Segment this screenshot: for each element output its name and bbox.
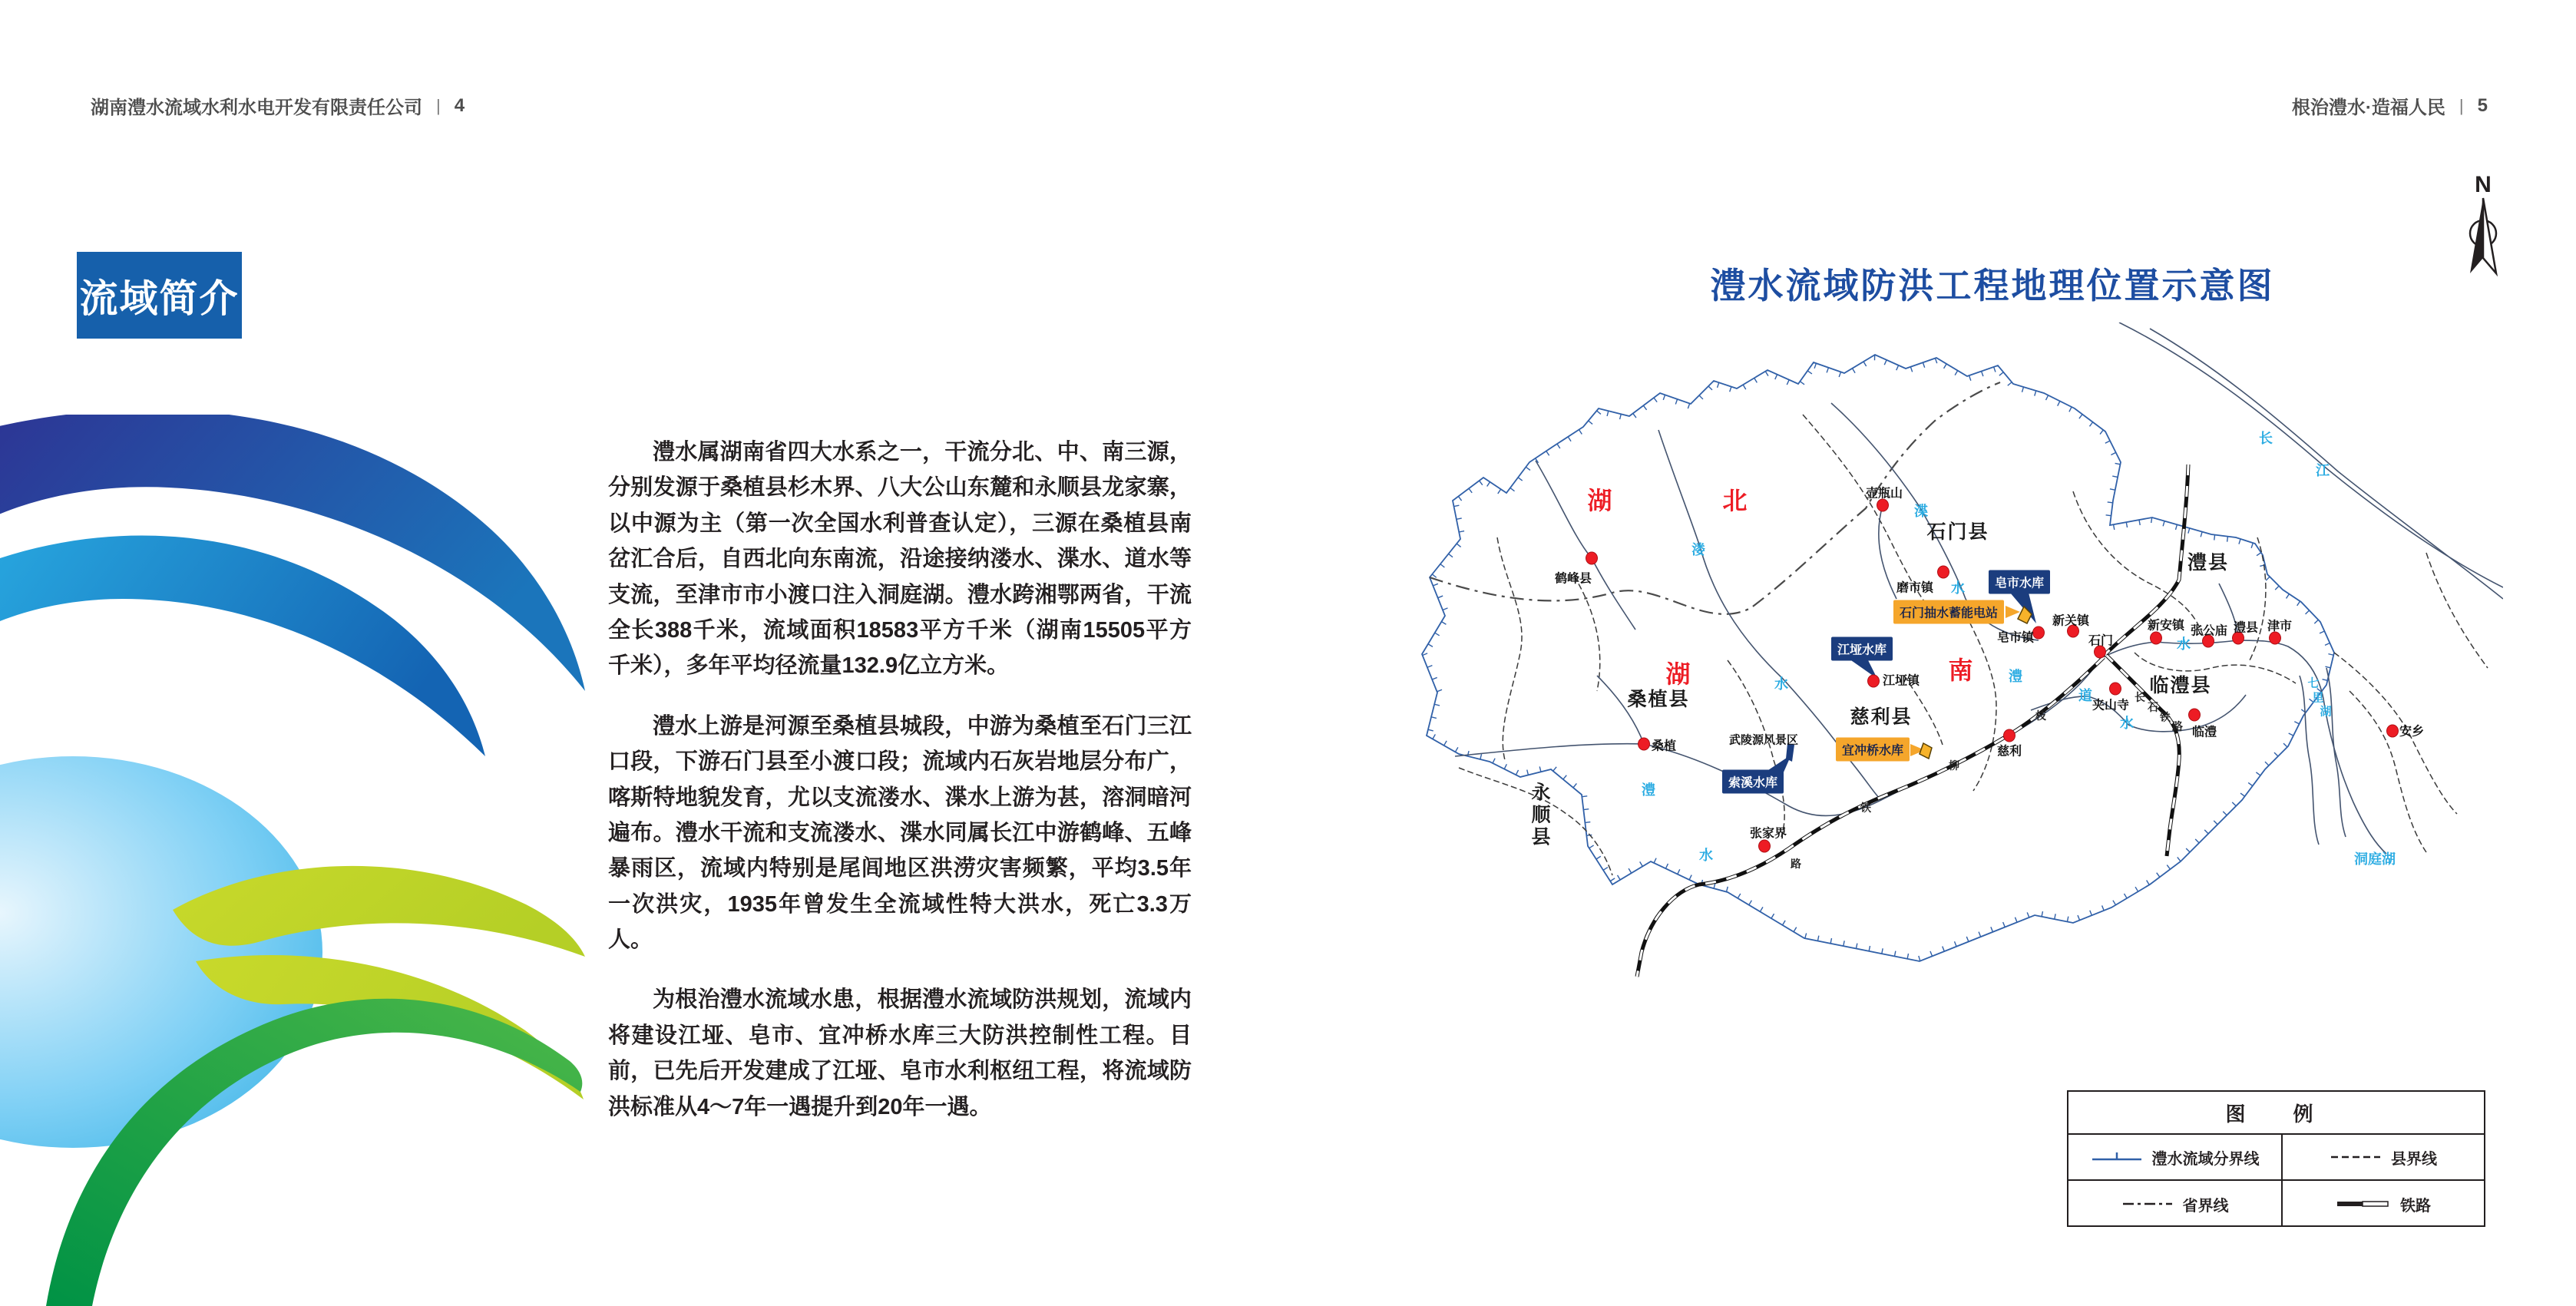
railway-label: 铁: [2160, 711, 2171, 723]
county-label: 永顺县: [1529, 782, 1550, 849]
basin-map: [1367, 322, 2503, 998]
railway-label: 石: [2148, 701, 2158, 713]
railway-label: 路: [2172, 720, 2183, 732]
legend-item-county-line: [2283, 1135, 2484, 1181]
town-dot: [2386, 725, 2399, 738]
county-label: 石门县: [1926, 521, 1989, 543]
section-title-box: [77, 252, 242, 339]
town-label: 桑植: [1651, 739, 1677, 753]
company-swirl-logo: [0, 415, 637, 1306]
legend-item-province-line: [2068, 1181, 2283, 1227]
header-separator: |: [436, 95, 441, 115]
reservoir-callout: 石门抽水蓄能电站: [1893, 600, 2004, 624]
map-title: 澧水流域防洪工程地理位置示意图: [1710, 266, 2275, 306]
basin-line-symbol-icon: [2091, 1151, 2143, 1163]
railway-label: 柳: [1949, 759, 1959, 772]
town-label: 鹤峰县: [1554, 572, 1592, 586]
town-label: 临澧: [2191, 726, 2217, 739]
town-dot: [1867, 675, 1880, 688]
town-dot: [2188, 709, 2201, 722]
town-label: 江垭镇: [1882, 674, 1920, 688]
town-dot: [2032, 627, 2045, 640]
legend-title: 图 例: [2068, 1092, 2484, 1135]
railway-label: 长: [2135, 691, 2145, 703]
river-label: 澧: [2009, 669, 2022, 684]
town-label: 安乡: [2399, 725, 2425, 739]
left-page-header: [91, 92, 465, 119]
county-line-symbol-icon: [2330, 1153, 2382, 1161]
town-label: 壶瓶山: [1865, 487, 1903, 501]
town-label: 澧县: [2233, 621, 2259, 635]
section-title: 流域简介: [79, 276, 240, 320]
basin-introduction-text: [608, 435, 1192, 1149]
paragraph-3: 为根治澧水流域水患，根据澧水流域防洪规划，流域内将建设江垭、皂市、宜冲桥水库三大防洪控制性工程。目前，已先后开发建成了江垭、皂市水利枢纽工程，将流域防洪标准从4～7年一遇提升到20年一遇。: [608, 987, 1192, 1119]
railway-symbol-icon: [2336, 1199, 2391, 1208]
river-label: 洞庭湖: [2354, 851, 2396, 867]
town-dot: [1758, 840, 1771, 853]
county-label: 慈利县: [1850, 706, 1913, 728]
town-label: 慈利: [1996, 745, 2022, 759]
town-dot: [2150, 632, 2162, 645]
province-line-symbol-icon: [2121, 1200, 2174, 1208]
province-label: 湖: [1665, 660, 1691, 688]
legend-item-railway: [2283, 1181, 2484, 1227]
county-label: 桑植县: [1627, 689, 1690, 710]
slogan: 根治澧水·造福人民: [2291, 98, 2445, 118]
railway-label: 路: [1791, 858, 1801, 870]
header-separator: |: [2459, 95, 2464, 115]
town-dot: [2109, 683, 2121, 696]
railway-label: 铁: [1860, 802, 1871, 814]
river-label: 湖: [2320, 705, 2332, 719]
town-dot: [2003, 729, 2015, 742]
left-page-number: 4: [454, 94, 465, 116]
paragraph-2: 澧水上游是河源至桑植县城段，中游为桑植至石门三江口段，下游石门县至小渡口段；流域内石灰岩地层分布广，喀斯特地貌发育，尤以支流溇水、渫水上游为甚，溶洞暗河遍布。澧水干流和支流溇水、渫水同属长江中游鹤峰、五峰暴雨区，流域内特别是尾闾地区洪涝灾害频繁，平均3.5年一次洪灾，1935年曾发生全流域性特大洪水，死亡3.3万人。: [608, 713, 1192, 953]
town-dot: [1586, 552, 1598, 565]
town-label: 张家界: [1749, 827, 1787, 841]
company-name: 湖南澧水流域水利水电开发有限责任公司: [91, 98, 422, 118]
scenic-area-label: 武陵源风景区: [1728, 733, 1799, 747]
river-label: 里: [2312, 691, 2324, 705]
province-label: 北: [1722, 487, 1748, 514]
right-page-number: 5: [2477, 94, 2488, 116]
river-label: 澧: [1642, 782, 1655, 798]
town-dot: [1638, 738, 1650, 751]
county-label: 临澧县: [2149, 675, 2212, 696]
town-label: 石门: [2088, 634, 2114, 648]
reservoir-callout: 皂市水库: [1989, 570, 2050, 594]
compass: [2459, 174, 2508, 291]
river-label: 七: [2307, 676, 2320, 690]
legend-item-basin-line: [2068, 1135, 2283, 1181]
town-label: 皂市镇: [1996, 631, 2035, 645]
river-label: 水: [2120, 716, 2134, 731]
town-label: 新关镇: [2052, 614, 2090, 628]
legend-label: 省界线: [2182, 1197, 2229, 1215]
town-label: 张公庙: [2190, 624, 2228, 638]
province-label: 湖: [1587, 487, 1613, 514]
legend-label: 澧水流域分界线: [2151, 1150, 2260, 1168]
town-label: 夹山寺: [2092, 699, 2130, 713]
river-label: 水: [1699, 848, 1713, 863]
paragraph-1: 澧水属湖南省四大水系之一，干流分北、中、南三源，分别发源于桑植县杉木界、八大公山东麓和永顺县龙家寨，以中源为主（第一次全国水利普查认定），三源在桑植县南岔汇合后，自西北向东南流，沿途接纳溇水、渫水、道水等支流，至津市市小渡口注入洞庭湖。澧水跨湘鄂两省，干流全长388千米，流域面积18583平方千米（湖南15505平方千米），多年平均径流量132.9亿立方米。: [608, 440, 1192, 679]
county-label: 澧县: [2187, 552, 2230, 574]
town-label: 津市: [2267, 620, 2293, 633]
reservoir-callout: 江垭水库: [1831, 637, 1893, 661]
river-label: 渫: [1914, 504, 1928, 519]
town-label: 磨市镇: [1896, 581, 1934, 595]
reservoir-callout: 宜冲桥水库: [1836, 738, 1910, 762]
map-legend: [2067, 1090, 2485, 1227]
reservoir-callout: 索溪水库: [1722, 770, 1784, 794]
river-label: 水: [1774, 676, 1788, 692]
town-dot: [1937, 566, 1949, 579]
river-label: 溇: [1691, 542, 1705, 557]
river-label: 水: [2177, 636, 2191, 652]
province-label: 南: [1948, 656, 1974, 684]
river-label: 水: [1951, 580, 1965, 596]
compass-needle-icon: [2460, 197, 2506, 287]
river-label: 道: [2078, 688, 2092, 703]
right-page-header: [2292, 92, 2488, 119]
town-label: 新安镇: [2147, 619, 2185, 633]
railway-label: 枝: [2035, 709, 2046, 722]
legend-label: 铁路: [2400, 1197, 2431, 1215]
river-label: 长: [2259, 431, 2273, 446]
legend-label: 县界线: [2391, 1150, 2437, 1168]
river-label: 江: [2316, 463, 2330, 478]
compass-north-label: N: [2475, 172, 2492, 197]
